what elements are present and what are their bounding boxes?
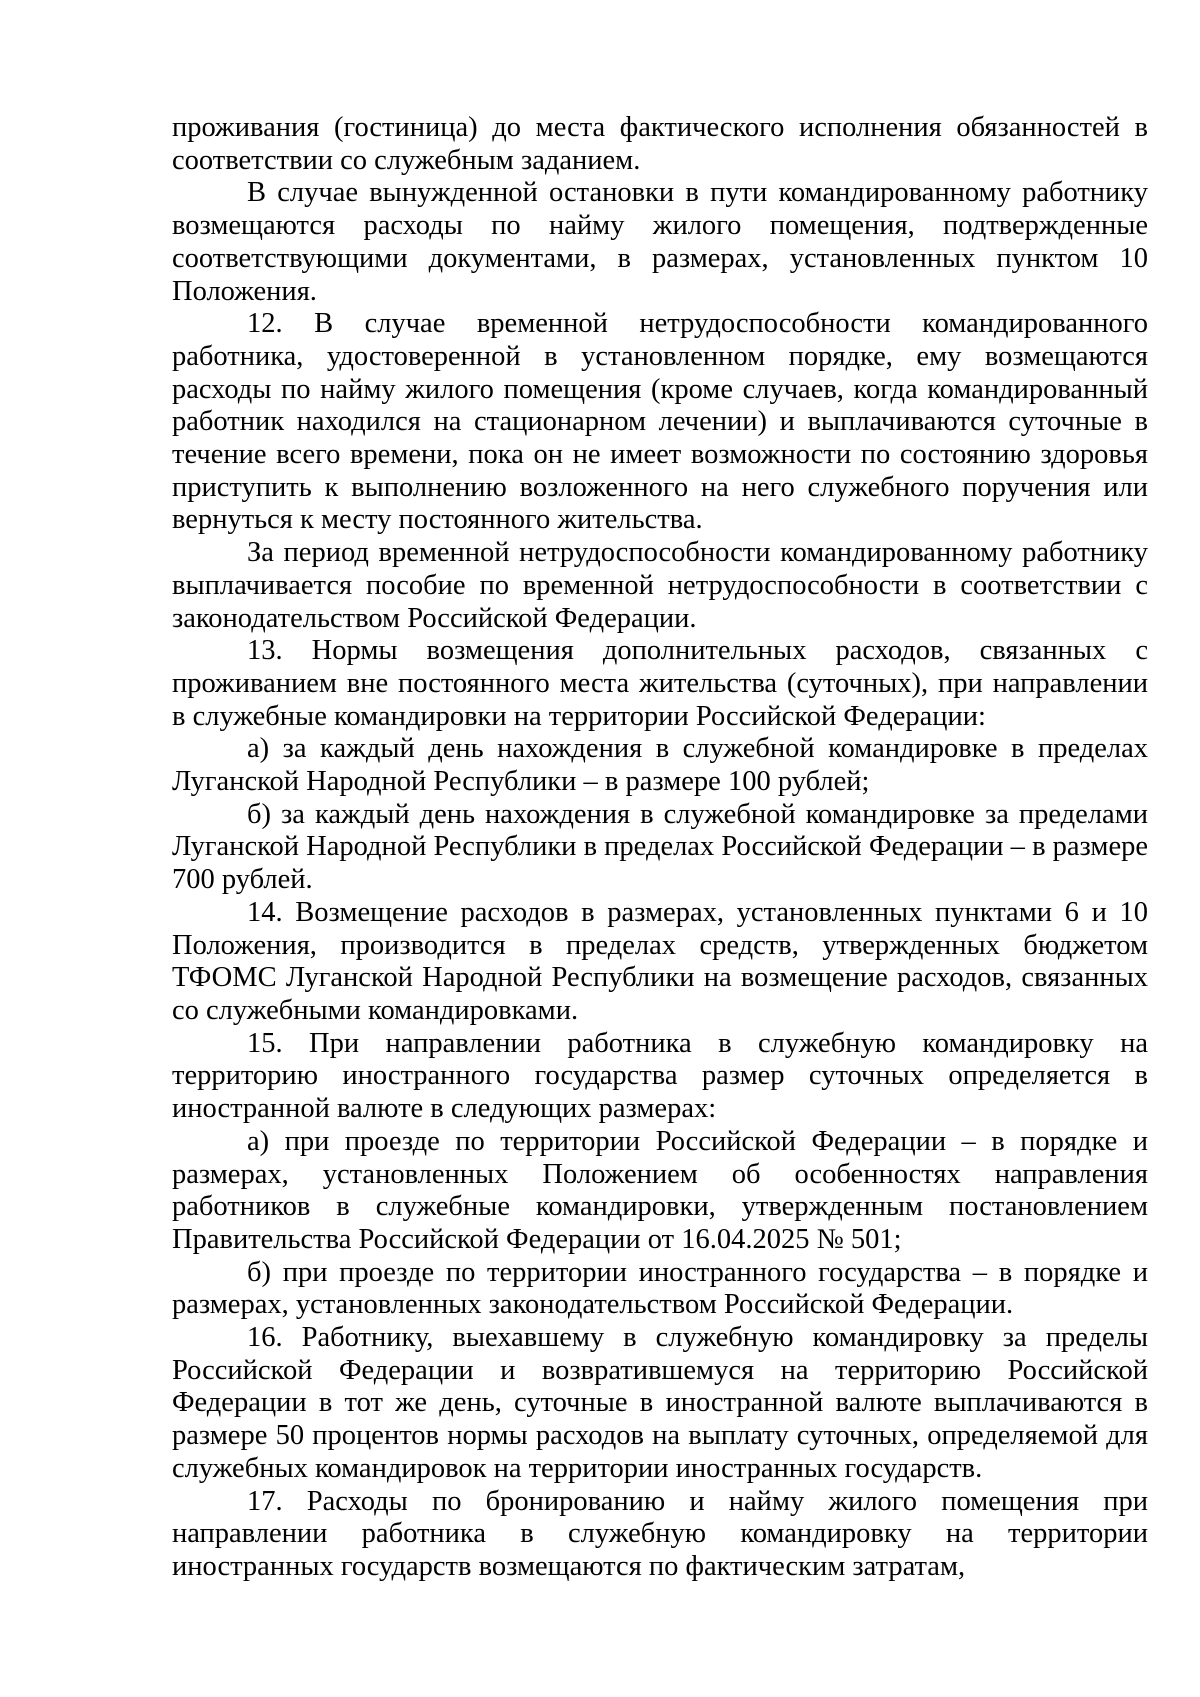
paragraph-item-12: 12. В случае временной нетрудоспособности командированного работника, удостоверенной в установленном порядке, ему возмещаются расходы по найму жилого помещения (кроме случаев, когда командированный работник находился на стационарном лечении) и выплачиваются суточные в течение всего времени, пока он не имеет возможности по состоянию здоровья приступить к выполнению возложенного на него служебного поручения или вернуться к месту постоянного жительства. (172, 308, 1148, 536)
paragraph-item-13-b: б) за каждый день нахождения в служебной командировке за пределами Луганской Народной Республики в пределах Российской Федерации – в размере 700 рублей. (172, 798, 1148, 896)
paragraph-item-15: 15. При направлении работника в служебную командировку на территорию иностранного государства размер суточных определяется в иностранной валюте в следующих размерах: (172, 1027, 1148, 1125)
paragraph-continuation: проживания (гостиница) до места фактического исполнения обязанностей в соответствии со служебным заданием. (172, 112, 1148, 176)
paragraph-item-16: 16. Работнику, выехавшему в служебную командировку за пределы Российской Федерации и возвратившемуся на территорию Российской Федерации в тот же день, суточные в иностранной валюте выплачиваются в размере 50 процентов нормы расходов на выплату суточных, определяемой для служебных командировок на территории иностранных государств. (172, 1322, 1148, 1484)
paragraph-item-13: 13. Нормы возмещения дополнительных расходов, связанных с проживанием вне постоянного места жительства (суточных), при направлении в служебные командировки на территории Российской Федерации: (172, 635, 1148, 732)
document-page (172, 112, 1148, 1584)
paragraph-item-12-benefit: За период временной нетрудоспособности командированному работнику выплачивается пособие по временной нетрудоспособности в соответствии с законодательством Российской Федерации. (172, 537, 1148, 634)
paragraph-item-15-a: а) при проезде по территории Российской Федерации – в порядке и размерах, установленных Положением об особенностях направления работников в служебные командировки, утвержденным постановлением Правительства Российской Федерации от 16.04.2025 № 501; (172, 1125, 1148, 1255)
paragraph-item-17: 17. Расходы по бронированию и найму жилого помещения при направлении работника в служебную командировку на территории иностранных государств возмещаются по фактическим затратам, (172, 1485, 1148, 1582)
paragraph-item-14: 14. Возмещение расходов в размерах, установленных пунктами 6 и 10 Положения, производится в пределах средств, утвержденных бюджетом ТФОМС Луганской Народной Республики на возмещение расходов, связанных со служебными командировками. (172, 896, 1148, 1026)
paragraph-forced-stop: В случае вынужденной остановки в пути командированному работнику возмещаются расходы по найму жилого помещения, подтвержденные соответствующими документами, в размерах, установленных пунктом 10 Положения. (172, 177, 1148, 307)
paragraph-item-15-b: б) при проезде по территории иностранного государства – в порядке и размерах, установленных законодательством Российской Федерации. (172, 1256, 1148, 1321)
paragraph-item-13-a: а) за каждый день нахождения в служебной командировке в пределах Луганской Народной Республики – в размере 100 рублей; (172, 733, 1148, 798)
